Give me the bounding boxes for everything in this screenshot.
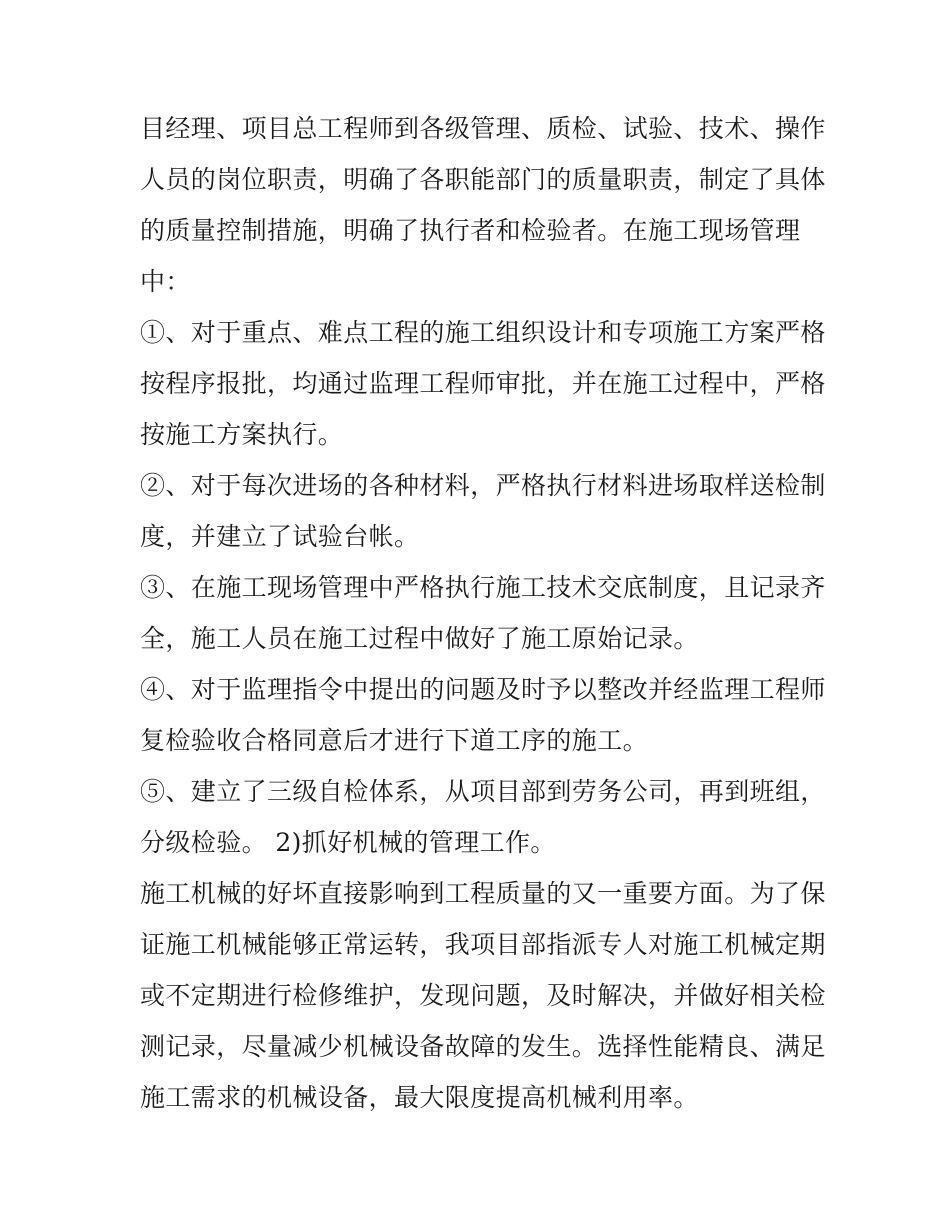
text-line: 或不定期进行检修维护，发现问题，及时解决，并做好相关检 xyxy=(140,981,826,1010)
text-line: 测记录，尽量减少机械设备故障的发生。选择性能精良、满足 xyxy=(140,1032,826,1061)
text-line: 复检验收合格同意后才进行下道工序的施工。 xyxy=(140,726,649,755)
text-line: 的质量控制措施，明确了执行者和检验者。在施工现场管理 xyxy=(140,216,801,245)
text-line: ②、对于每次进场的各种材料，严格执行材料进场取样送检制 xyxy=(140,471,826,500)
text-line: 度，并建立了试验台帐。 xyxy=(140,522,420,551)
text-line: ⑤、建立了三级自检体系，从项目部到劳务公司，再到班组， xyxy=(140,777,826,806)
text-line: ③、在施工现场管理中严格执行施工技术交底制度，且记录齐 xyxy=(140,573,826,602)
text-line: 证施工机械能够正常运转，我项目部指派专人对施工机械定期 xyxy=(140,930,826,959)
text-line: ④、对于监理指令中提出的问题及时予以整改并经监理工程师 xyxy=(140,675,826,704)
text-line: 按程序报批，均通过监理工程师审批，并在施工过程中，严格 xyxy=(140,369,826,398)
text-line: 施工机械的好坏直接影响到工程质量的又一重要方面。为了保 xyxy=(140,879,826,908)
text-line: 目经理、项目总工程师到各级管理、质检、试验、技术、操作 xyxy=(140,114,826,143)
text-line: 全，施工人员在施工过程中做好了施工原始记录。 xyxy=(140,624,699,653)
text-line: 按施工方案执行。 xyxy=(140,420,344,449)
text-line: 人员的岗位职责，明确了各职能部门的质量职责，制定了具体 xyxy=(140,165,826,194)
text-line: 中： xyxy=(140,267,191,296)
text-line: ①、对于重点、难点工程的施工组织设计和专项施工方案严格 xyxy=(140,318,826,347)
text-line: 施工需求的机械设备，最大限度提高机械利用率。 xyxy=(140,1083,699,1112)
text-line: 分级检验。 2)抓好机械的管理工作。 xyxy=(140,828,556,857)
